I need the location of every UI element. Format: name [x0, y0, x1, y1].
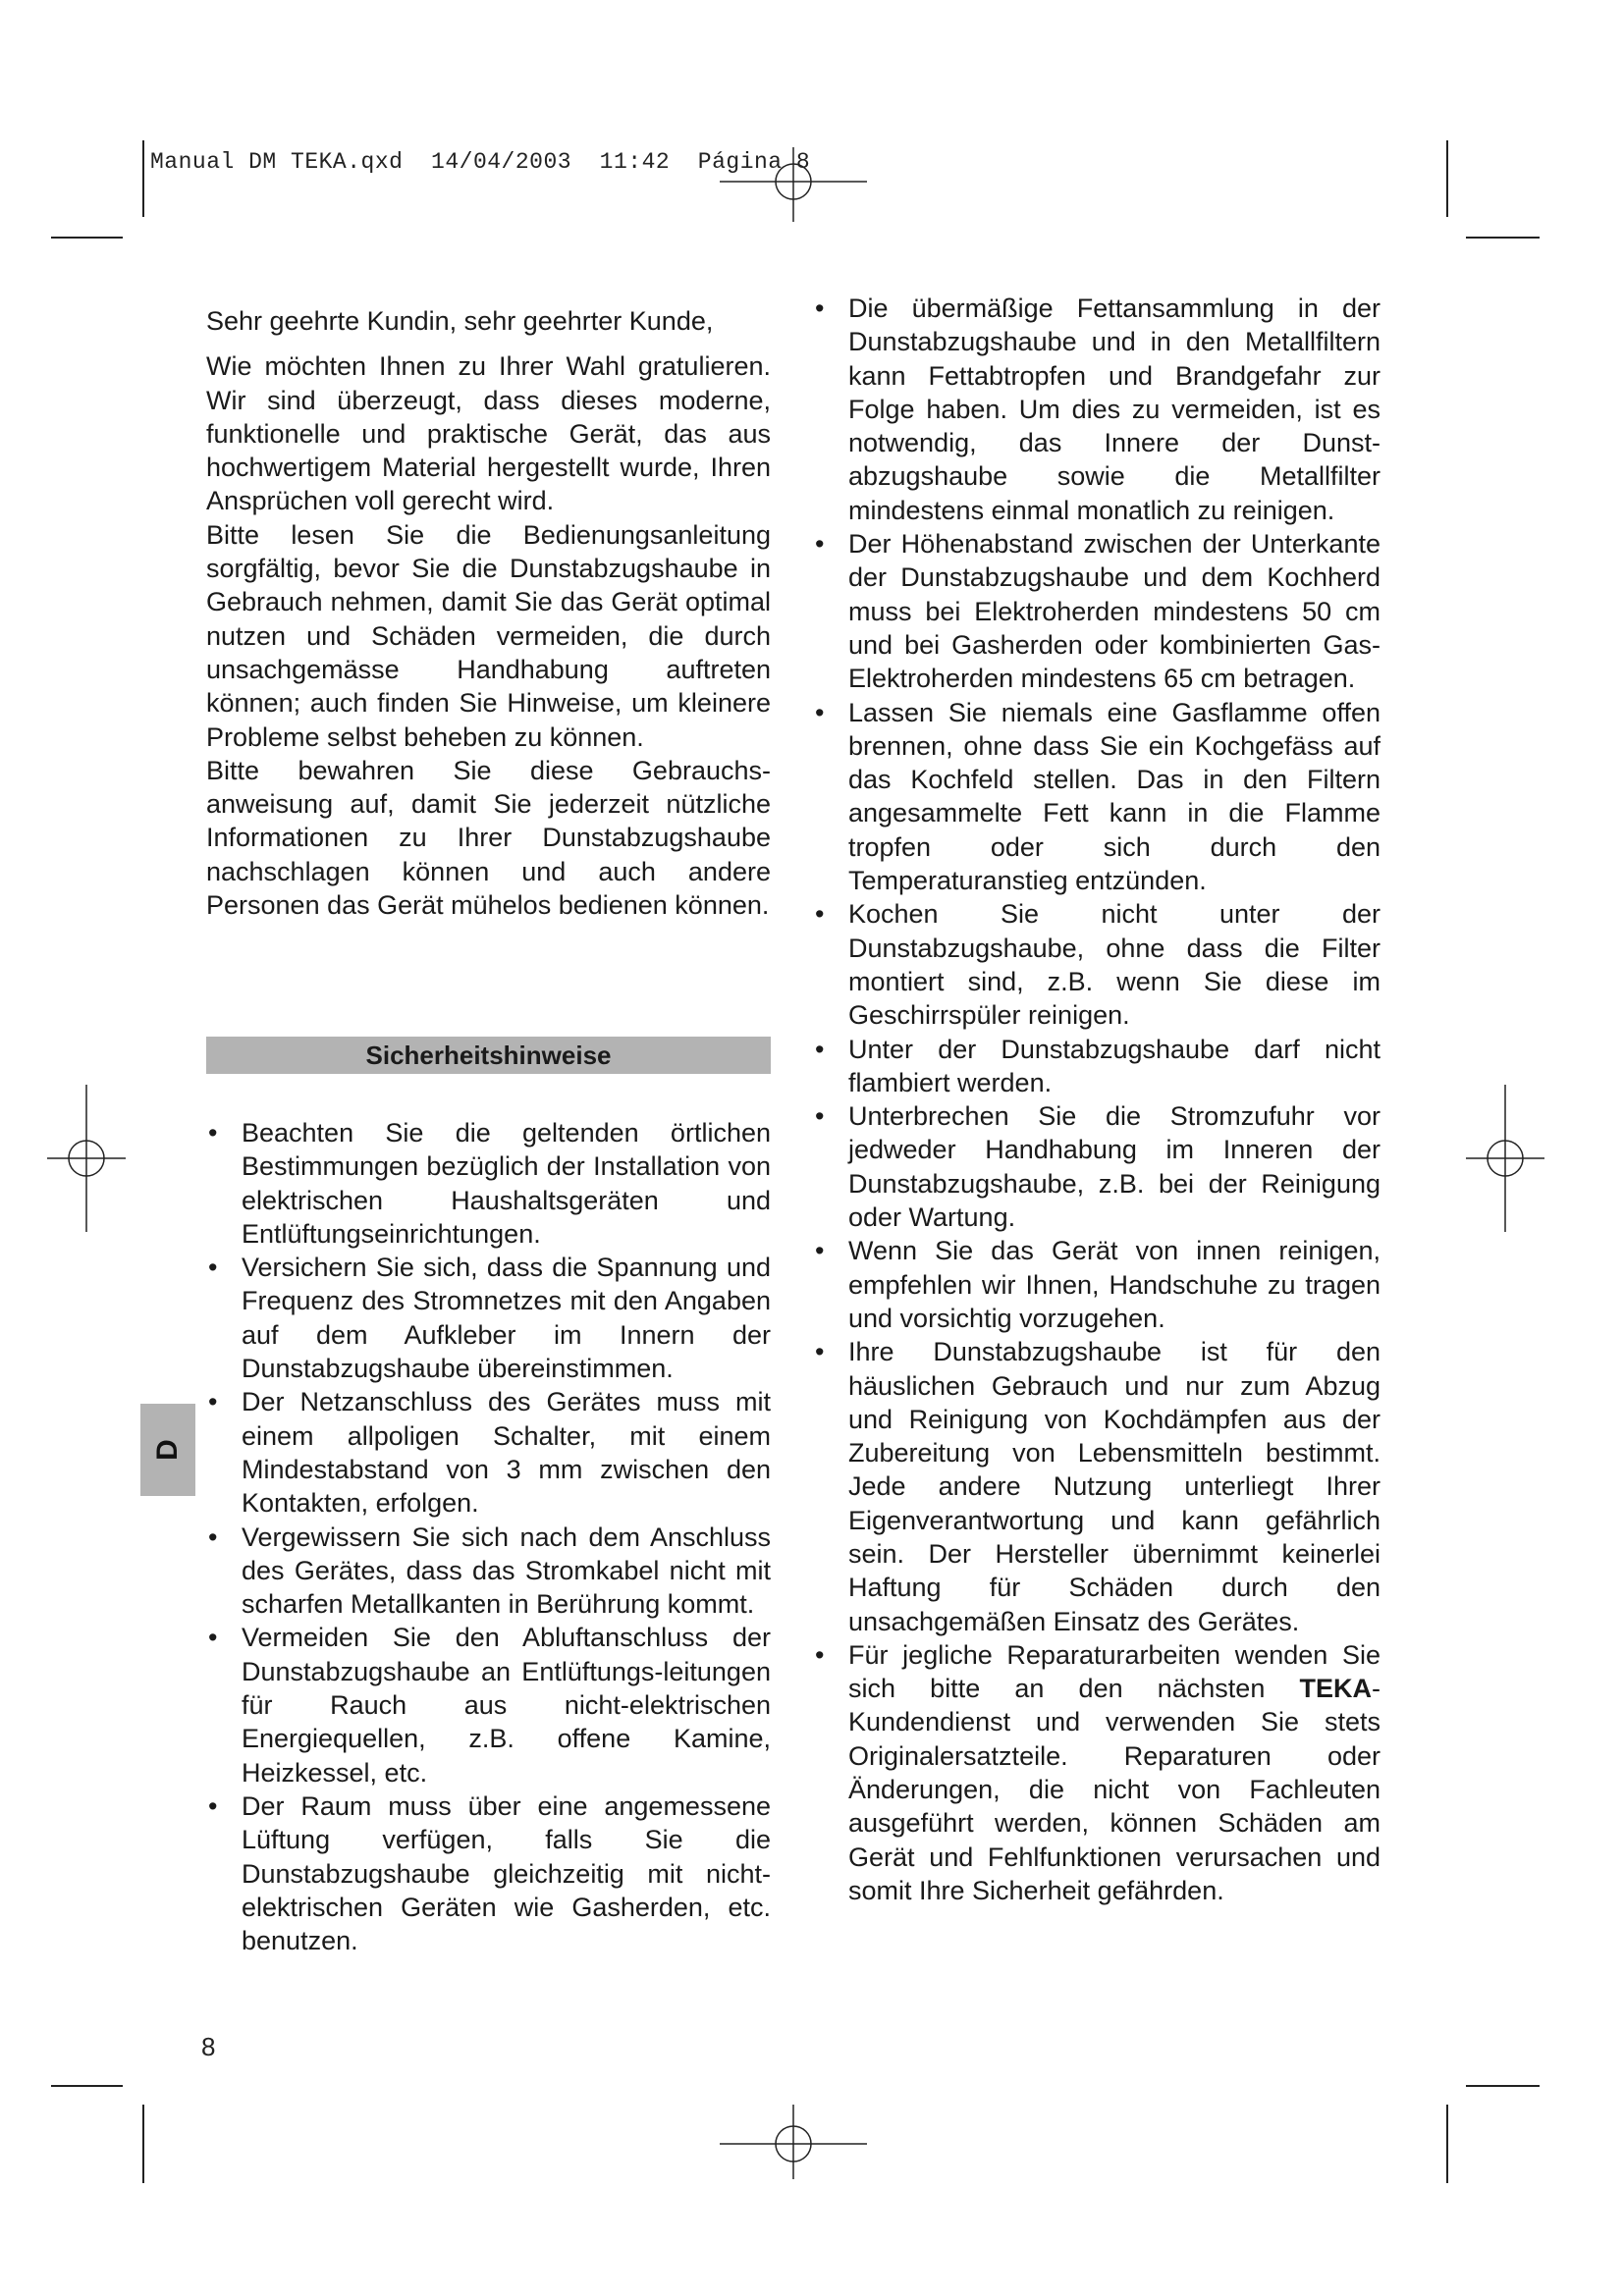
list-item-text: Vergewissern Sie sich nach dem Anschluss des Gerätes, dass das Stromkabel nicht mit scharfen Metallkanten in Berührung kommt. — [242, 1522, 771, 1620]
list-item — [206, 1621, 771, 1789]
list-item-text-before: Für jegliche Reparaturarbeiten wenden Sie sich bitte an den nächsten — [848, 1639, 1380, 1704]
registration-mark-right — [1466, 1085, 1544, 1232]
list-item — [813, 292, 1380, 527]
crop-mark — [142, 140, 144, 217]
bullet: • — [815, 1337, 825, 1367]
page-number: 8 — [201, 2032, 216, 2061]
list-item — [206, 1251, 771, 1385]
list-item — [813, 1335, 1380, 1638]
list-item-text: Unterbrechen Sie die Stromzufuhr vor jedweder Handhabung im Inneren der Dunstabzugshaube, z.B. bei der Reinigung oder Wartung. — [848, 1101, 1380, 1233]
bullet: • — [815, 529, 825, 560]
list-item-text: Vermeiden Sie den Abluftanschluss der Dunstabzugshaube an Entlüftungs-leitungen für Rauch aus nicht-elektrischen Energiequellen, z.B. offene Kamine, Heizkessel, etc. — [242, 1623, 771, 1788]
registration-mark-bottom — [720, 2105, 867, 2179]
salutation: Sehr geehrte Kundin, sehr geehrter Kunde, — [206, 306, 714, 336]
bullet: • — [815, 1236, 825, 1266]
list-item-text: Wenn Sie das Gerät von innen reinigen, empfehlen wir Ihnen, Handschuhe zu tragen und vorsichtig vorzugehen. — [848, 1236, 1380, 1333]
list-item-text: Der Netzanschluss des Gerätes muss mit einem allpoligen Schalter, mit einem Mindestabstand von 3 mm zwischen den Kontakten, erfolgen. — [242, 1387, 771, 1519]
list-item — [813, 897, 1380, 1032]
list-item — [206, 1116, 771, 1251]
bullet: • — [208, 1118, 218, 1148]
list-item — [813, 527, 1380, 695]
list-item — [813, 1234, 1380, 1335]
intro-paragraph: Wie möchten Ihnen zu Ihrer Wahl gratulieren. Wir sind überzeugt, dass dieses moderne, funktionelle und praktische Gerät, das aus hochwertigem Material hergestellt wurde, Ihren Ansprüchen voll gerecht wird. — [206, 351, 771, 516]
bullet: • — [208, 1253, 218, 1283]
language-tab — [140, 1404, 195, 1496]
bullet: • — [815, 899, 825, 930]
list-item-text: Kochen Sie nicht unter der Dunstabzugshaube, ohne dass die Filter montiert sind, z.B. wenn Sie diese im Geschirrspüler reinigen. — [848, 899, 1380, 1031]
list-item-text: Unter der Dunstabzugshaube darf nicht flambiert werden. — [848, 1034, 1380, 1097]
list-item — [813, 1033, 1380, 1100]
list-item-text-after: -Kundendienst und verwenden Sie stets Originalersatzteile. Reparaturen oder Änderungen, die nicht von Fachleuten ausgeführt werden, können Schäden am Gerät und Fehlfunktionen verursachen und somit Ihre Sicherheit gefährden. — [848, 1674, 1380, 1905]
list-item-text: Beachten Sie die geltenden örtlichen Bestimmungen bezüglich der Installation von elektrischen Haushaltsgeräten und Entlüftungseinrichtungen. — [242, 1118, 771, 1249]
list-item — [813, 696, 1380, 898]
list-item — [206, 1521, 771, 1622]
list-item-text: Die übermäßige Fettansammlung in der Dunstabzugshaube und in den Metallfiltern kann Fettabtropfen und Brandgefahr zur Folge haben. Um dies zu vermeiden, ist es notwendig, das Innere der Dunst-abzugshaube sowie die Metallfilter mindestens einmal monatlich zu reinigen. — [848, 294, 1380, 525]
safety-list-right — [813, 292, 1380, 1907]
bullet: • — [815, 697, 825, 727]
safety-list-left — [206, 1116, 771, 1957]
list-item — [813, 1638, 1380, 1907]
list-item — [206, 1789, 771, 1957]
language-tab-letter: D — [151, 1439, 184, 1461]
crop-mark — [1466, 237, 1540, 239]
list-item-text: Versichern Sie sich, dass die Spannung und Frequenz des Stromnetzes mit den Angaben auf dem Aufkleber im Innern der Dunstabzugshaube übereinstimmen. — [242, 1253, 771, 1384]
bullet: • — [208, 1623, 218, 1653]
crop-mark — [142, 2105, 144, 2183]
crop-mark — [51, 2085, 123, 2087]
crop-mark — [1446, 140, 1448, 217]
crop-mark — [51, 237, 123, 239]
list-item-text: Ihre Dunstabzugshaube ist für den häuslichen Gebrauch und nur zum Abzug und Reinigung von Kochdämpfen aus der Zubereitung von Lebensmitteln bestimmt. Jede andere Nutzung unterliegt Ihrer Eigenverantwortung und kann gefährlich sein. Der Hersteller übernimmt keinerlei Haftung für Schäden durch den unsachgemäßen Einsatz des Gerätes. — [848, 1337, 1380, 1636]
crop-mark — [1466, 2085, 1540, 2087]
bullet: • — [815, 1639, 825, 1670]
list-item — [206, 1385, 771, 1520]
section-heading: Sicherheitshinweise — [206, 1037, 771, 1074]
bullet: • — [208, 1522, 218, 1552]
registration-mark-left — [47, 1085, 126, 1232]
intro-paragraph: Bitte bewahren Sie diese Gebrauchs-anweisung auf, damit Sie jederzeit nützliche Informationen zu Ihrer Dunstabzugshaube nachschlagen können und auch andere Personen das Gerät mühelos bedienen können. — [206, 755, 771, 921]
bullet: • — [815, 1034, 825, 1064]
intro-paragraph: Bitte lesen Sie die Bedienungsanleitung sorgfältig, bevor Sie die Dunstabzugshaube in Gebrauch nehmen, damit Sie das Gerät optimal nutzen und Schäden vermeiden, die durch unsachgemässe Handhabung auftreten können; auch finden Sie Hinweise, um kleinere Probleme selbst beheben zu können. — [206, 519, 771, 752]
bullet: • — [208, 1387, 218, 1417]
list-item-text: Lassen Sie niemals eine Gasflamme offen brennen, ohne dass Sie ein Kochgefäss auf das Kochfeld stellen. Das in den Filtern angesammelte Fett kann in die Flamme tropfen oder sich durch den Temperaturanstieg entzünden. — [848, 697, 1380, 896]
bullet: • — [815, 294, 825, 323]
list-item-text: Der Höhenabstand zwischen der Unterkante der Dunstabzugshaube und dem Kochherd muss bei Elektroherden mindestens 50 cm und bei Gasherden oder kombinierten Gas-Elektroherden mindestens 65 cm betragen. — [848, 529, 1380, 694]
list-item-text: Der Raum muss über eine angemessene Lüftung verfügen, falls Sie die Dunstabzugshaube gleichzeitig mit nicht-elektrischen Geräten wie Gasherden, etc. benutzen. — [242, 1790, 771, 1956]
brand-name: TEKA — [1299, 1674, 1372, 1704]
intro-block — [206, 304, 771, 922]
bullet: • — [208, 1790, 218, 1821]
crop-mark — [1446, 2105, 1448, 2183]
list-item — [813, 1099, 1380, 1234]
bullet: • — [815, 1101, 825, 1132]
print-slug: Manual DM TEKA.qxd 14/04/2003 11:42 Página 8 — [150, 149, 811, 175]
